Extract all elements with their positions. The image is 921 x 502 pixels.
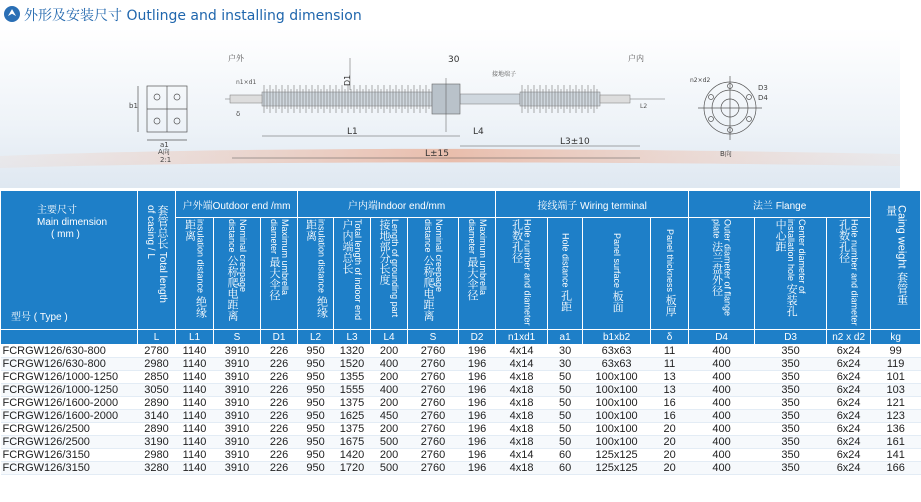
value-cell: 2890 xyxy=(138,423,176,436)
symbol-cell: n1xd1 xyxy=(496,330,548,345)
value-cell: 3140 xyxy=(138,410,176,423)
col-head-14: Center diameter of installation hole 安装孔中心距 xyxy=(755,218,827,330)
value-cell: 196 xyxy=(459,384,496,397)
value-cell: 6x24 xyxy=(827,449,871,462)
group-wiring: 接线端子 Wiring terminal xyxy=(496,191,689,218)
col-head-4: insulation distance 绝缘距离 xyxy=(298,218,334,330)
value-cell: 950 xyxy=(298,462,334,475)
value-cell: 2850 xyxy=(138,371,176,384)
value-cell: 2760 xyxy=(408,423,459,436)
value-cell: 20 xyxy=(651,436,689,449)
value-cell: 16 xyxy=(651,410,689,423)
value-cell: 20 xyxy=(651,423,689,436)
type-cell: FCRGW126/3150 xyxy=(1,462,138,475)
value-cell: 3910 xyxy=(214,423,261,436)
value-cell: 226 xyxy=(261,410,298,423)
value-cell: 2980 xyxy=(138,449,176,462)
value-cell: 99 xyxy=(871,345,921,358)
symbol-row xyxy=(1,330,921,345)
col-head-5: Total length of indoor end 户内端总长 xyxy=(334,218,371,330)
main-dimension-en: Main dimension xyxy=(37,217,108,228)
title-bar xyxy=(0,0,900,28)
value-cell: 1320 xyxy=(334,345,371,358)
value-cell: 100x100 xyxy=(583,384,651,397)
technical-drawing xyxy=(0,28,900,188)
value-cell: 400 xyxy=(689,449,755,462)
value-cell: 950 xyxy=(298,371,334,384)
value-cell: 3910 xyxy=(214,345,261,358)
type-label: 型号 ( Type ) xyxy=(11,312,68,323)
value-cell: 2760 xyxy=(408,397,459,410)
col-head-2: Nominal creepage distance 公称爬电距离 xyxy=(214,218,261,330)
label-b1: b1 xyxy=(129,102,138,110)
col-head-11: Panel surface 板面 xyxy=(583,218,651,330)
label-scale: 2:1 xyxy=(160,156,172,164)
symbol-cell: D1 xyxy=(261,330,298,345)
value-cell: 196 xyxy=(459,436,496,449)
table-row xyxy=(1,358,921,371)
value-cell: 4x18 xyxy=(496,423,548,436)
symbol-cell: b1xb2 xyxy=(583,330,651,345)
header-weight xyxy=(871,191,921,330)
label-d4: D4 xyxy=(758,94,768,102)
value-cell: 950 xyxy=(298,436,334,449)
value-cell: 100x100 xyxy=(583,371,651,384)
value-cell: 196 xyxy=(459,371,496,384)
symbol-cell: D3 xyxy=(755,330,827,345)
table-row xyxy=(1,462,921,475)
value-cell: 500 xyxy=(371,462,408,475)
col-head-7: Nominal creepage distance 公称爬电距离 xyxy=(408,218,459,330)
value-cell: 3190 xyxy=(138,436,176,449)
value-cell: 400 xyxy=(689,462,755,475)
table-row xyxy=(1,410,921,423)
value-cell: 350 xyxy=(755,449,827,462)
symbol-cell: L2 xyxy=(298,330,334,345)
value-cell: 1355 xyxy=(334,371,371,384)
col-head-8: Maximum umbrella diameter 最大伞径 xyxy=(459,218,496,330)
value-cell: 3910 xyxy=(214,462,261,475)
value-cell: 226 xyxy=(261,371,298,384)
value-cell: 196 xyxy=(459,462,496,475)
value-cell: 30 xyxy=(548,358,583,371)
symbol-cell: D2 xyxy=(459,330,496,345)
value-cell: 2780 xyxy=(138,345,176,358)
value-cell: 13 xyxy=(651,384,689,397)
type-cell: FCRGW126/1000-1250 xyxy=(1,371,138,384)
label-l4: L4 xyxy=(473,127,484,137)
value-cell: 350 xyxy=(755,371,827,384)
value-cell: 3910 xyxy=(214,397,261,410)
main-dimension-label xyxy=(37,205,107,241)
value-cell: 121 xyxy=(871,397,921,410)
value-cell: 30 xyxy=(548,345,583,358)
value-cell: 350 xyxy=(755,436,827,449)
symbol-cell: n2 x d2 xyxy=(827,330,871,345)
type-cell: FCRGW126/2500 xyxy=(1,423,138,436)
value-cell: 1625 xyxy=(334,410,371,423)
value-cell: 400 xyxy=(689,423,755,436)
value-cell: 400 xyxy=(371,358,408,371)
value-cell: 2760 xyxy=(408,462,459,475)
col-head-3: Maximum umbrella diameter 最大伞径 xyxy=(261,218,298,330)
value-cell: 101 xyxy=(871,371,921,384)
value-cell: 141 xyxy=(871,449,921,462)
value-cell: 161 xyxy=(871,436,921,449)
value-cell: 50 xyxy=(548,384,583,397)
value-cell: 226 xyxy=(261,462,298,475)
value-cell: 1555 xyxy=(334,384,371,397)
value-cell: 400 xyxy=(371,384,408,397)
value-cell: 950 xyxy=(298,384,334,397)
value-cell: 11 xyxy=(651,358,689,371)
group-flange: 法兰 Flange xyxy=(689,191,871,218)
value-cell: 3280 xyxy=(138,462,176,475)
value-cell: 3050 xyxy=(138,384,176,397)
label-outdoor: 户外 xyxy=(228,54,244,63)
value-cell: 2890 xyxy=(138,397,176,410)
value-cell: 50 xyxy=(548,371,583,384)
total-length-cn: 套管总长 xyxy=(156,205,168,249)
value-cell: 4x14 xyxy=(496,358,548,371)
value-cell: 6x24 xyxy=(827,410,871,423)
symbol-cell: S xyxy=(214,330,261,345)
label-indoor: 户内 xyxy=(628,54,644,63)
value-cell: 3910 xyxy=(214,371,261,384)
value-cell: 4x18 xyxy=(496,410,548,423)
symbol-cell: L1 xyxy=(176,330,214,345)
value-cell: 500 xyxy=(371,436,408,449)
value-cell: 2760 xyxy=(408,371,459,384)
value-cell: 123 xyxy=(871,410,921,423)
symbol-cell: kg xyxy=(871,330,921,345)
value-cell: 2760 xyxy=(408,449,459,462)
label-n1d1: n1×d1 xyxy=(236,79,257,86)
value-cell: 200 xyxy=(371,449,408,462)
col-head-15: Hole number and diameter 孔数孔径 xyxy=(827,218,871,330)
type-cell: FCRGW126/1000-1250 xyxy=(1,384,138,397)
value-cell: 196 xyxy=(459,410,496,423)
total-length-en: Total length of casing / L xyxy=(145,205,168,303)
value-cell: 950 xyxy=(298,358,334,371)
label-l2: L2 xyxy=(640,103,648,110)
value-cell: 50 xyxy=(548,436,583,449)
value-cell: 166 xyxy=(871,462,921,475)
table-row xyxy=(1,384,921,397)
value-cell: 6x24 xyxy=(827,462,871,475)
value-cell: 400 xyxy=(689,345,755,358)
value-cell: 100x100 xyxy=(583,436,651,449)
value-cell: 1140 xyxy=(176,410,214,423)
label-d3: D3 xyxy=(758,84,768,92)
value-cell: 100x100 xyxy=(583,410,651,423)
value-cell: 6x24 xyxy=(827,397,871,410)
value-cell: 6x24 xyxy=(827,358,871,371)
table-row xyxy=(1,436,921,449)
value-cell: 950 xyxy=(298,345,334,358)
value-cell: 2760 xyxy=(408,410,459,423)
value-cell: 350 xyxy=(755,358,827,371)
value-cell: 4x18 xyxy=(496,371,548,384)
value-cell: 1140 xyxy=(176,423,214,436)
value-cell: 950 xyxy=(298,449,334,462)
value-cell: 350 xyxy=(755,345,827,358)
value-cell: 2760 xyxy=(408,436,459,449)
value-cell: 1520 xyxy=(334,358,371,371)
value-cell: 226 xyxy=(261,397,298,410)
circle-arrow-icon: ⮝ xyxy=(4,6,20,22)
label-d1: D1 xyxy=(343,74,352,86)
label-a-view: A向 xyxy=(158,148,170,156)
value-cell: 6x24 xyxy=(827,436,871,449)
value-cell: 20 xyxy=(651,449,689,462)
value-cell: 103 xyxy=(871,384,921,397)
value-cell: 400 xyxy=(689,436,755,449)
value-cell: 3910 xyxy=(214,384,261,397)
label-b-view: B向 xyxy=(720,150,732,158)
value-cell: 6x24 xyxy=(827,345,871,358)
symbol-cell: L xyxy=(138,330,176,345)
table-row xyxy=(1,371,921,384)
value-cell: 1375 xyxy=(334,423,371,436)
value-cell: 3910 xyxy=(214,449,261,462)
value-cell: 196 xyxy=(459,345,496,358)
value-cell: 350 xyxy=(755,384,827,397)
value-cell: 4x18 xyxy=(496,436,548,449)
label-l3: L3±10 xyxy=(560,137,590,147)
value-cell: 196 xyxy=(459,358,496,371)
value-cell: 226 xyxy=(261,449,298,462)
value-cell: 200 xyxy=(371,423,408,436)
value-cell: 350 xyxy=(755,410,827,423)
value-cell: 13 xyxy=(651,371,689,384)
value-cell: 950 xyxy=(298,410,334,423)
value-cell: 1375 xyxy=(334,397,371,410)
type-cell: FCRGW126/630-800 xyxy=(1,358,138,371)
value-cell: 200 xyxy=(371,371,408,384)
value-cell: 2760 xyxy=(408,384,459,397)
type-cell: FCRGW126/1600-2000 xyxy=(1,410,138,423)
value-cell: 20 xyxy=(651,462,689,475)
group-outdoor: 户外端Outdoor end /mm xyxy=(176,191,298,218)
table-row xyxy=(1,423,921,436)
group-indoor: 户内端Indoor end/mm xyxy=(298,191,496,218)
symbol-cell: D4 xyxy=(689,330,755,345)
symbol-cell: a1 xyxy=(548,330,583,345)
value-cell: 2760 xyxy=(408,345,459,358)
dimension-table xyxy=(0,190,921,475)
value-cell: 400 xyxy=(689,397,755,410)
value-cell: 63x63 xyxy=(583,358,651,371)
value-cell: 4x18 xyxy=(496,462,548,475)
value-cell: 50 xyxy=(548,423,583,436)
value-cell: 100x100 xyxy=(583,423,651,436)
main-dimension-cn: 主要尺寸 xyxy=(37,205,77,216)
symbol-cell: L4 xyxy=(371,330,408,345)
value-cell: 3910 xyxy=(214,410,261,423)
value-cell: 400 xyxy=(689,358,755,371)
label-30: 30 xyxy=(448,55,460,65)
value-cell: 1420 xyxy=(334,449,371,462)
value-cell: 6x24 xyxy=(827,384,871,397)
value-cell: 1140 xyxy=(176,345,214,358)
value-cell: 125x125 xyxy=(583,449,651,462)
value-cell: 136 xyxy=(871,423,921,436)
value-cell: 400 xyxy=(689,410,755,423)
value-cell: 2760 xyxy=(408,358,459,371)
label-l: L±15 xyxy=(425,149,450,159)
value-cell: 200 xyxy=(371,345,408,358)
symbol-cell: δ xyxy=(651,330,689,345)
value-cell: 1140 xyxy=(176,371,214,384)
main-dimension-unit: ( mm ) xyxy=(51,229,80,240)
type-cell: FCRGW126/1600-2000 xyxy=(1,397,138,410)
symbol-cell-blank xyxy=(1,330,138,345)
value-cell: 50 xyxy=(548,410,583,423)
outline-drawing-svg xyxy=(0,28,900,188)
value-cell: 6x24 xyxy=(827,423,871,436)
value-cell: 100x100 xyxy=(583,397,651,410)
value-cell: 3910 xyxy=(214,358,261,371)
header-total-length xyxy=(138,191,176,330)
type-cell: FCRGW126/3150 xyxy=(1,449,138,462)
value-cell: 950 xyxy=(298,423,334,436)
value-cell: 400 xyxy=(689,384,755,397)
weight-en: Caing weight xyxy=(895,205,908,269)
value-cell: 11 xyxy=(651,345,689,358)
col-head-10: Hole distance 孔距 xyxy=(548,218,583,330)
value-cell: 4x14 xyxy=(496,345,548,358)
page-title: 外形及安装尺寸 Outlinge and installing dimension xyxy=(24,8,362,24)
table-row xyxy=(1,397,921,410)
value-cell: 50 xyxy=(548,397,583,410)
weight-cn: 套管重量 xyxy=(884,205,908,305)
table-row xyxy=(1,449,921,462)
value-cell: 63x63 xyxy=(583,345,651,358)
value-cell: 950 xyxy=(298,397,334,410)
value-cell: 200 xyxy=(371,397,408,410)
value-cell: 350 xyxy=(755,423,827,436)
value-cell: 60 xyxy=(548,449,583,462)
value-cell: 6x24 xyxy=(827,371,871,384)
table-body xyxy=(1,345,921,475)
value-cell: 226 xyxy=(261,384,298,397)
value-cell: 400 xyxy=(689,371,755,384)
value-cell: 350 xyxy=(755,397,827,410)
value-cell: 60 xyxy=(548,462,583,475)
value-cell: 1140 xyxy=(176,384,214,397)
value-cell: 196 xyxy=(459,449,496,462)
col-head-1: insulation distance 绝缘距离 xyxy=(176,218,214,330)
value-cell: 1140 xyxy=(176,449,214,462)
value-cell: 450 xyxy=(371,410,408,423)
symbol-cell: L3 xyxy=(334,330,371,345)
header-corner xyxy=(1,191,138,330)
value-cell: 226 xyxy=(261,345,298,358)
value-cell: 350 xyxy=(755,462,827,475)
label-a1: a1 xyxy=(160,141,169,149)
value-cell: 226 xyxy=(261,358,298,371)
value-cell: 1720 xyxy=(334,462,371,475)
value-cell: 3910 xyxy=(214,436,261,449)
table-row xyxy=(1,345,921,358)
type-cell: FCRGW126/2500 xyxy=(1,436,138,449)
type-cell: FCRGW126/630-800 xyxy=(1,345,138,358)
label-note: 接地端子 xyxy=(492,71,517,78)
value-cell: 1140 xyxy=(176,397,214,410)
value-cell: 196 xyxy=(459,397,496,410)
value-cell: 1140 xyxy=(176,462,214,475)
value-cell: 4x14 xyxy=(496,449,548,462)
value-cell: 226 xyxy=(261,423,298,436)
value-cell: 4x18 xyxy=(496,384,548,397)
label-n2d2: n2×d2 xyxy=(690,77,711,84)
value-cell: 119 xyxy=(871,358,921,371)
col-head-13: Outer diameter of flange plate 法兰盘外径 xyxy=(689,218,755,330)
value-cell: 1675 xyxy=(334,436,371,449)
value-cell: 16 xyxy=(651,397,689,410)
value-cell: 2980 xyxy=(138,358,176,371)
label-delta: δ xyxy=(236,110,241,118)
value-cell: 1140 xyxy=(176,358,214,371)
symbol-cell: S xyxy=(408,330,459,345)
value-cell: 4x18 xyxy=(496,397,548,410)
value-cell: 226 xyxy=(261,436,298,449)
col-head-6: Length of grounding part 接地部分长度 xyxy=(371,218,408,330)
col-head-12: Panel thickness 板厚 xyxy=(651,218,689,330)
value-cell: 125x125 xyxy=(583,462,651,475)
col-head-9: Hole number and diameter 孔数孔径 xyxy=(496,218,548,330)
value-cell: 1140 xyxy=(176,436,214,449)
value-cell: 196 xyxy=(459,423,496,436)
label-l1: L1 xyxy=(347,127,358,137)
